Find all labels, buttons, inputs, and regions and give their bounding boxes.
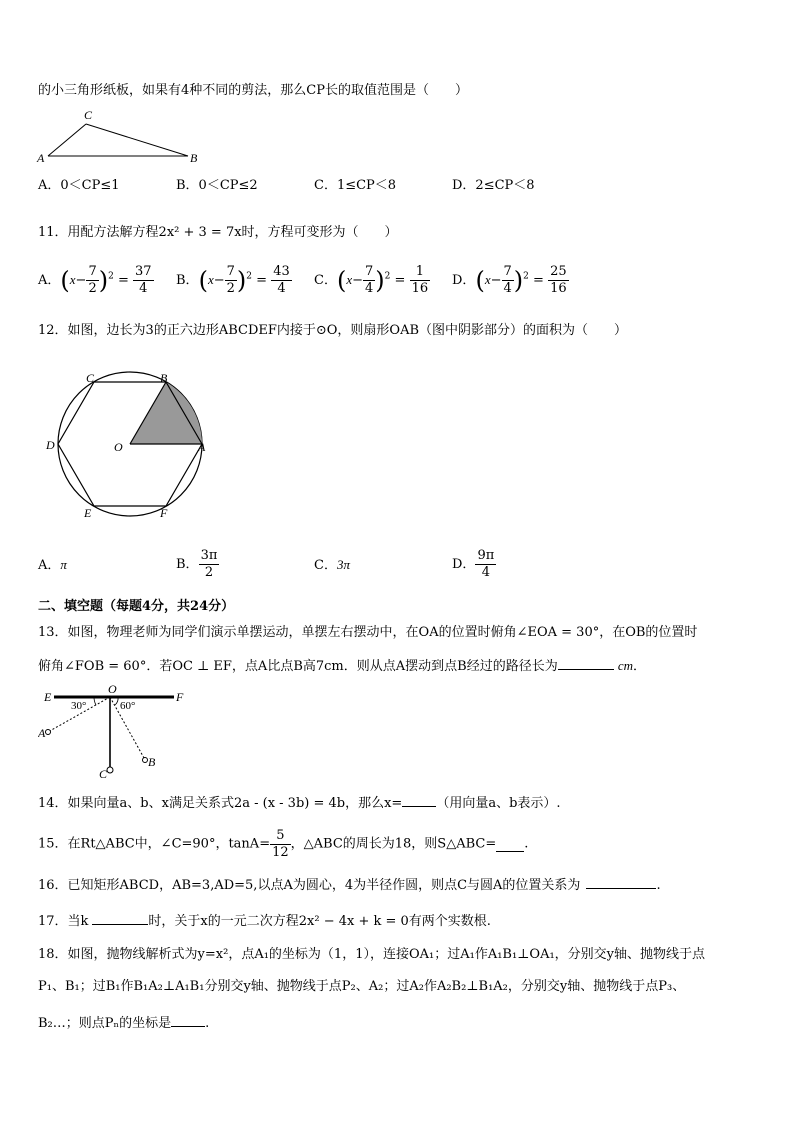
q14-answer-blank[interactable] — [402, 792, 436, 807]
q12-option-d[interactable] — [452, 548, 496, 581]
q12-option-d-label: D． — [452, 557, 476, 572]
q13-label-e: E — [44, 690, 52, 704]
q17-answer-blank[interactable] — [92, 910, 148, 925]
q14-line — [38, 792, 561, 813]
q12-label-e: E — [84, 506, 92, 520]
q11-a-den: 2 — [88, 281, 97, 296]
q12-label-o: O — [114, 440, 123, 454]
q12-option-b[interactable] — [176, 548, 219, 581]
section-2-title: 二、填空题（每题4分，共24分） — [38, 599, 235, 614]
q16-end: . — [656, 878, 661, 893]
q12-b-num: 3π — [200, 548, 218, 563]
q11-d-num: 7 — [503, 264, 512, 279]
q10-label-c: C — [84, 108, 93, 122]
q11-b-num: 7 — [226, 264, 235, 279]
q12-option-a-value: π — [60, 557, 67, 572]
q13-line2-text: 俯角∠FOB = 60°．若OC ⊥ EF，点A比点B高7cm．则从点A摆动到点B经过的路径长为 — [38, 659, 558, 674]
q13-angle-60: 60° — [120, 700, 136, 712]
q12-label-d: D — [46, 438, 55, 452]
q11-option-b-label: B． — [176, 273, 199, 288]
q16-line — [38, 874, 661, 895]
q16-text: 16．已知矩形ABCD，AB=3,AD=5,以点A为圆心，4为半径作圆，则点C与圆A的位置关系为 — [38, 878, 581, 893]
q11-option-a[interactable]: A．(x− $\frac{7}{2}$ )$^2$ = $\frac{37}{4}$ — [38, 264, 152, 296]
q15-den: 12 — [272, 845, 289, 860]
q11-option-a-label: A． — [38, 273, 61, 288]
q11-b-rden: 4 — [277, 281, 286, 296]
q15-end: . — [524, 836, 529, 852]
q16-answer-blank[interactable] — [586, 874, 656, 889]
q13-line1: 13．如图，物理老师为同学们演示单摆运动，单摆左右摆动中，在OA的位置时俯角∠EOA = 30°，在OB的位置时 — [38, 625, 698, 640]
q11-d-rden: 16 — [550, 281, 567, 296]
q11-a-num: 7 — [88, 264, 97, 279]
q15-line — [38, 828, 528, 861]
q15-num: 5 — [270, 828, 291, 845]
q10-option-d[interactable]: D．2≤CP＜8 — [452, 178, 535, 193]
q12-d-den: 4 — [481, 565, 490, 580]
q14-text: 14．如果向量a、b、x满足关系式2a - (x - 3b) = 4b，那么x= — [38, 796, 403, 811]
q12-d-num: 9π — [477, 548, 495, 563]
q13-label-o: O — [108, 682, 117, 696]
q11-d-rnum: 25 — [550, 264, 567, 279]
q17-line — [38, 910, 491, 931]
q11-d-den: 4 — [503, 281, 512, 296]
q10-stem: 的小三角形纸板，如果有4种不同的剪法，那么CP长的取值范围是（ ） — [38, 83, 468, 98]
q18-line3-text: B₂…；则点Pₙ的坐标是 — [38, 1016, 172, 1031]
q11-option-d-label: D． — [452, 273, 476, 288]
q12-label-b: B — [160, 371, 168, 385]
q13-end: ． — [633, 659, 647, 674]
q17-prefix: 17．当k — [38, 914, 89, 929]
q18-answer-blank[interactable] — [171, 1012, 205, 1027]
q12-label-f: F — [160, 506, 168, 520]
q11-option-c-label: C． — [314, 273, 337, 288]
q11-option-d[interactable]: D．(x− $\frac{7}{4}$ )$^2$ = $\frac{25}{16}$ — [452, 264, 567, 296]
q11-a-rnum: 37 — [135, 264, 152, 279]
q18-line3 — [38, 1012, 209, 1033]
q10-label-b: B — [190, 151, 198, 165]
q13-label-c: C — [99, 767, 108, 781]
q12-option-c[interactable] — [314, 556, 350, 575]
q13-unit: cm — [617, 658, 634, 673]
q12-hexagon-figure — [40, 364, 220, 524]
q11-c-rnum: 1 — [410, 264, 431, 281]
q11-c-num: 7 — [365, 264, 374, 279]
q12-option-a-label: A． — [38, 558, 61, 573]
q10-label-a: A — [37, 151, 45, 165]
q18-end: . — [205, 1016, 210, 1031]
q10-option-b[interactable]: B．0＜CP≤2 — [176, 178, 258, 193]
q13-answer-blank[interactable] — [558, 655, 614, 670]
q11-b-rnum: 43 — [273, 264, 290, 279]
q11-a-rden: 4 — [139, 281, 148, 296]
q12-option-b-label: B． — [176, 557, 199, 572]
q13-label-f: F — [176, 690, 184, 704]
q12-option-a[interactable] — [38, 556, 67, 575]
q15-suffix: ，△ABC的周长为18，则S△ABC= — [290, 836, 497, 852]
q11-c-rden: 16 — [411, 281, 429, 296]
q18-line1: 18．如图，抛物线解析式为y=x²，点A₁的坐标为（1，1），连接OA₁；过A₁作A₁B₁⊥OA₁，分别交y轴、抛物线于点 — [38, 947, 706, 962]
q12-option-c-value: 3π — [336, 557, 350, 572]
q12-label-a: A — [198, 440, 206, 454]
q17-suffix: 时，关于x的一元二次方程2x² − 4x + k = 0有两个实数根. — [148, 914, 491, 929]
q11-option-b[interactable]: B．(x− $\frac{7}{2}$ )$^2$ = $\frac{43}{4}$ — [176, 264, 290, 296]
q15-answer-blank[interactable] — [496, 837, 524, 852]
q15-prefix: 15．在Rt△ABC中，∠C=90°，tanA= — [38, 836, 271, 852]
q18-line2: P₁、B₁；过B₁作B₁A₂⊥A₁B₁分别交y轴、抛物线于点P₂、A₂；过A₂作A₂B₂⊥B₁A₂，分别交y轴、抛物线于点P₃、 — [38, 979, 686, 994]
q13-label-b: B — [148, 755, 156, 769]
q12-stem: 12．如图，边长为3的正六边形ABCDEF内接于⊙O，则扇形OAB（图中阴影部分）的面积为（ ） — [38, 323, 628, 338]
q11-option-c[interactable]: C．(x− $\frac{7}{4}$ )$^2$ = $\frac{1}{16}$ — [314, 264, 429, 296]
q10-option-c[interactable]: C．1≤CP＜8 — [314, 178, 397, 193]
q13-label-a: A — [38, 726, 46, 740]
q12-option-c-label: C． — [314, 558, 337, 573]
q10-triangle-figure — [34, 106, 214, 168]
q11-b-den: 2 — [226, 281, 235, 296]
q14-end: （用向量a、b表示）. — [436, 796, 561, 811]
q10-option-a[interactable]: A．0＜CP≤1 — [38, 178, 120, 193]
q12-label-c: C — [86, 371, 95, 385]
q11-c-den: 4 — [365, 281, 374, 296]
q13-line2 — [38, 655, 646, 676]
q13-pendulum-figure — [38, 682, 188, 782]
q11-stem: 11．用配方法解方程2x² + 3 = 7x时，方程可变形为（ ） — [38, 225, 398, 240]
q13-angle-30: 30° — [71, 700, 87, 712]
q12-b-den: 2 — [204, 565, 214, 580]
